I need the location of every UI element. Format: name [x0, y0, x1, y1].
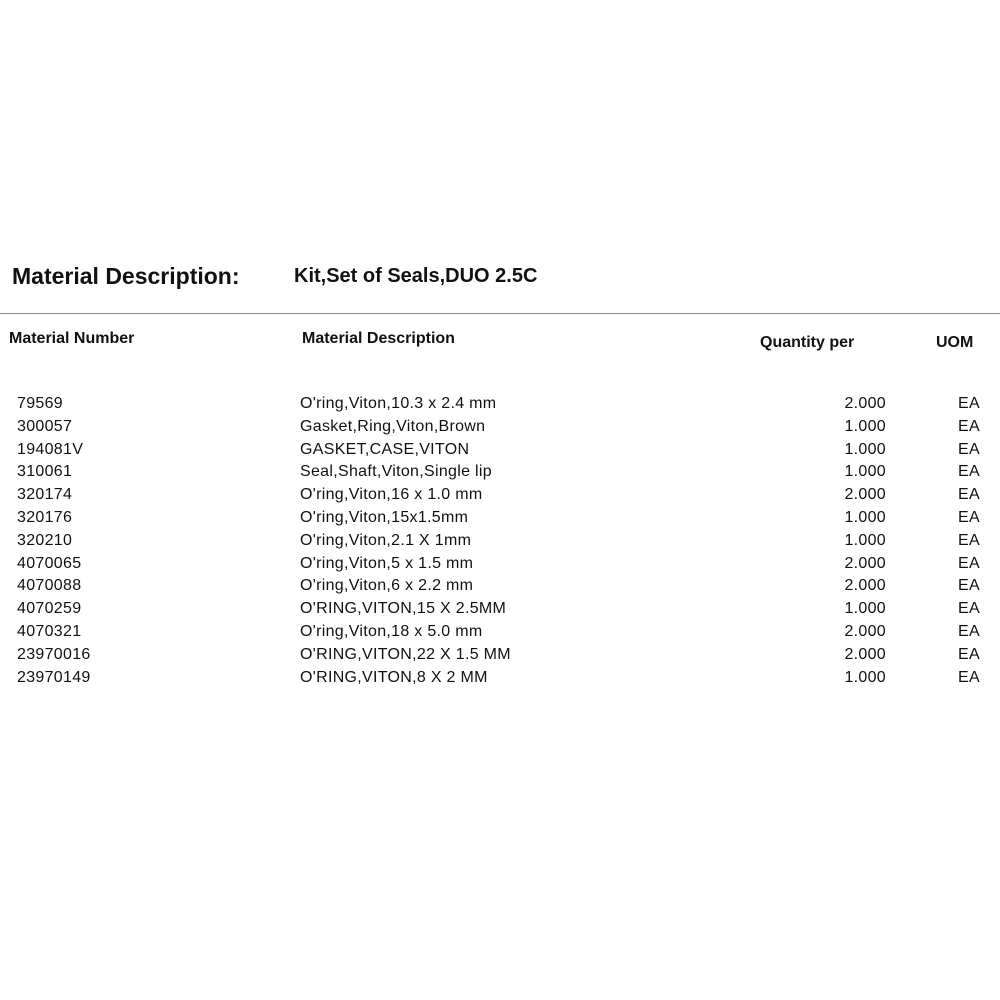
table-row: [0, 486, 1000, 509]
cell-quantity: 1.000: [844, 417, 886, 435]
cell-material-description: Gasket,Ring,Viton,Brown: [300, 417, 486, 435]
cell-material-description: O'RING,VITON,22 X 1.5 MM: [300, 645, 511, 663]
cell-uom: EA: [958, 554, 980, 572]
cell-material-number: 23970016: [17, 645, 91, 663]
cell-material-description: O'ring,Viton,2.1 X 1mm: [300, 531, 472, 549]
table-row: [0, 577, 1000, 600]
column-header-material-number: Material Number: [9, 330, 135, 347]
cell-material-description: O'ring,Viton,18 x 5.0 mm: [300, 622, 483, 640]
table-row: [0, 669, 1000, 692]
table-row: [0, 463, 1000, 486]
table-row: [0, 623, 1000, 646]
cell-material-description: O'ring,Viton,15x1.5mm: [300, 508, 469, 526]
cell-material-number: 23970149: [17, 668, 91, 686]
cell-uom: EA: [958, 622, 980, 640]
cell-uom: EA: [958, 531, 980, 549]
material-title-value: Kit,Set of Seals,DUO 2.5C: [294, 265, 538, 287]
cell-quantity: 1.000: [844, 531, 886, 549]
cell-quantity: 1.000: [844, 440, 886, 458]
cell-quantity: 2.000: [844, 577, 886, 595]
table-row: [0, 600, 1000, 623]
cell-uom: EA: [958, 486, 980, 504]
cell-material-number: 4070065: [17, 554, 82, 572]
cell-material-description: GASKET,CASE,VITON: [300, 440, 470, 458]
cell-material-number: 4070321: [17, 622, 82, 640]
cell-material-description: O'ring,Viton,5 x 1.5 mm: [300, 554, 474, 572]
table-row: [0, 646, 1000, 669]
cell-material-number: 4070259: [17, 600, 82, 618]
table-row: [0, 555, 1000, 578]
cell-uom: EA: [958, 577, 980, 595]
cell-material-description: O'RING,VITON,15 X 2.5MM: [300, 600, 507, 618]
column-header-uom: UOM: [936, 334, 974, 351]
cell-material-number: 310061: [17, 463, 73, 481]
cell-uom: EA: [958, 600, 980, 618]
cell-material-number: 320174: [17, 486, 73, 504]
cell-uom: EA: [958, 417, 980, 435]
cell-quantity: 2.000: [844, 554, 886, 572]
cell-material-number: 320176: [17, 508, 73, 526]
cell-material-description: O'ring,Viton,10.3 x 2.4 mm: [300, 395, 497, 412]
header-divider: [0, 313, 1000, 314]
cell-quantity: 1.000: [844, 668, 886, 686]
table-header: [0, 330, 1000, 352]
table-row: [0, 441, 1000, 464]
table-row: [0, 509, 1000, 532]
cell-uom: EA: [958, 463, 980, 481]
cell-uom: EA: [958, 440, 980, 458]
cell-uom: EA: [958, 645, 980, 663]
column-header-quantity: Quantity per: [760, 334, 855, 351]
table-row: [0, 418, 1000, 441]
cell-material-number: 79569: [17, 395, 63, 412]
cell-material-description: O'ring,Viton,16 x 1.0 mm: [300, 486, 483, 504]
column-header-material-description: Material Description: [302, 330, 455, 347]
cell-quantity: 1.000: [844, 508, 886, 526]
material-title-label: Material Description:: [12, 263, 240, 289]
cell-quantity: 1.000: [844, 600, 886, 618]
table-row: [0, 395, 1000, 418]
cell-material-number: 194081V: [17, 440, 84, 458]
cell-material-number: 4070088: [17, 577, 82, 595]
cell-quantity: 2.000: [844, 622, 886, 640]
cell-quantity: 1.000: [844, 463, 886, 481]
table-row: [0, 532, 1000, 555]
material-title-row: [12, 263, 992, 295]
cell-material-description: O'RING,VITON,8 X 2 MM: [300, 668, 488, 686]
cell-material-description: O'ring,Viton,6 x 2.2 mm: [300, 577, 474, 595]
cell-quantity: 2.000: [844, 486, 886, 504]
cell-uom: EA: [958, 668, 980, 686]
cell-uom: EA: [958, 395, 980, 412]
table-body: [0, 395, 1000, 691]
cell-uom: EA: [958, 508, 980, 526]
cell-material-description: Seal,Shaft,Viton,Single lip: [300, 463, 492, 481]
cell-material-number: 320210: [17, 531, 73, 549]
cell-quantity: 2.000: [844, 395, 886, 412]
cell-quantity: 2.000: [844, 645, 886, 663]
cell-material-number: 300057: [17, 417, 73, 435]
